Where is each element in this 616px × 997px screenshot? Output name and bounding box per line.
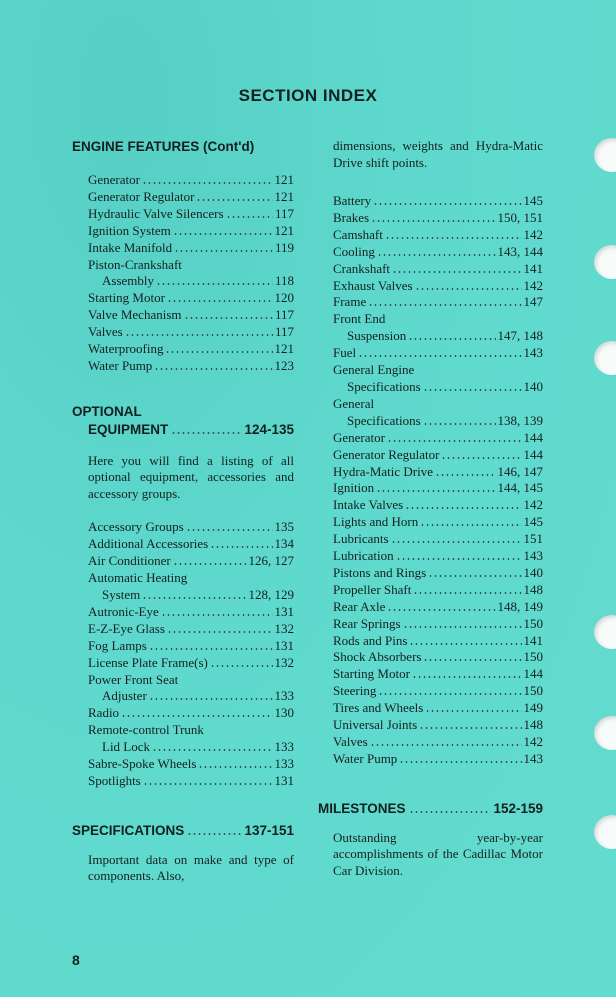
index-entry[interactable] [333, 548, 543, 565]
specifications-pages: 137-151 [244, 822, 294, 838]
index-entry[interactable] [333, 582, 543, 599]
index-entry-page: 135 [274, 519, 294, 535]
index-entry-page: 123 [274, 357, 294, 373]
index-entry-page: 121 [274, 222, 294, 238]
dot-leader [435, 474, 496, 476]
dot-leader [173, 563, 247, 565]
index-entry[interactable] [333, 751, 543, 768]
index-entry[interactable] [333, 328, 543, 345]
index-entry-label-line[interactable] [333, 362, 543, 379]
index-entry[interactable] [333, 734, 543, 751]
index-entry-label: Hydraulic Valve Silencers [88, 205, 224, 221]
index-entry-label-continued: Assembly [102, 273, 154, 289]
index-entry-label-line[interactable] [333, 311, 543, 328]
dot-leader [154, 368, 272, 370]
index-entry-page: 121 [274, 341, 294, 357]
index-entry-label: Tires and Wheels [333, 700, 424, 716]
dot-leader [171, 432, 241, 434]
index-entry[interactable] [333, 700, 543, 717]
index-entry-page: 118 [274, 273, 294, 289]
index-entry-label: Starting Motor [333, 666, 410, 682]
index-entry[interactable] [88, 273, 294, 290]
index-entry-label: Piston-Crankshaft [88, 256, 182, 272]
dot-leader [403, 626, 522, 628]
dot-leader [121, 715, 272, 717]
index-entry-label: Waterproofing [88, 341, 164, 357]
index-entry-label-continued: Specifications [347, 412, 421, 428]
index-entry-page: 132 [274, 620, 294, 636]
index-entry-label: Valves [333, 734, 368, 749]
index-entry[interactable] [333, 616, 543, 633]
optional-equipment-label: EQUIPMENT [88, 421, 169, 437]
index-entry[interactable] [333, 278, 543, 295]
index-entry-label: Generator [333, 429, 385, 445]
index-entry-page: 144 [523, 429, 543, 445]
index-entry-page: 143 [523, 750, 543, 766]
index-entry[interactable] [333, 599, 543, 616]
dot-leader [413, 592, 521, 594]
index-entry-label: Spotlights [88, 772, 141, 788]
index-entry[interactable] [333, 294, 543, 311]
dot-leader [409, 811, 491, 813]
dot-leader [392, 271, 521, 273]
dot-leader [368, 304, 521, 306]
index-entry-page: 144 [523, 446, 543, 462]
dot-leader [196, 199, 272, 201]
index-entry[interactable] [88, 341, 294, 358]
dot-leader [377, 254, 496, 256]
index-entry-page: 142 [523, 226, 543, 242]
index-entry[interactable] [333, 683, 543, 700]
index-entry[interactable] [88, 705, 294, 722]
index-entry-label: Battery [333, 193, 372, 208]
index-entry[interactable] [88, 519, 294, 536]
index-entry[interactable] [88, 223, 294, 240]
dot-leader [167, 300, 273, 302]
dot-leader [391, 541, 522, 543]
index-entry-page: 148 [523, 717, 543, 733]
index-entry[interactable] [333, 379, 543, 396]
dot-leader [396, 558, 522, 560]
index-entry-page: 144 [523, 666, 543, 682]
milestones-entry[interactable] [318, 800, 543, 818]
index-entry[interactable] [88, 773, 294, 790]
index-entry-label: Lubricants [333, 531, 389, 547]
dot-leader [226, 216, 273, 218]
index-entry[interactable] [333, 565, 543, 582]
index-entry-label: Crankshaft [333, 260, 391, 276]
index-entry-label: Water Pump [333, 750, 398, 766]
index-entry[interactable] [333, 244, 543, 261]
dot-leader [152, 749, 272, 751]
index-entry-page: 148 [523, 581, 543, 597]
index-entry-page: 150, 151 [497, 209, 543, 225]
index-entry-page: 121 [274, 172, 294, 187]
dot-leader [399, 761, 521, 763]
binder-hole [594, 245, 616, 279]
index-entry-page: 145 [523, 514, 543, 530]
milestones-description: Outstanding year-by-year accomplishments of the Cadillac Motor Car Division. [333, 829, 543, 878]
dot-leader [387, 440, 522, 442]
index-entry-page: 131 [274, 637, 294, 653]
index-entry-page: 117 [274, 307, 294, 323]
dot-leader [412, 676, 522, 678]
index-entry-label-continued: Suspension [347, 328, 407, 344]
index-entry-label: Generator Regulator [333, 446, 440, 462]
index-entry-page: 142 [523, 497, 543, 513]
dot-leader [165, 351, 272, 353]
index-entry-page: 140 [523, 378, 543, 394]
index-entry-page: 119 [274, 239, 294, 255]
index-entry-page: 121 [274, 188, 294, 204]
dot-leader [149, 698, 273, 700]
dot-leader [423, 423, 496, 425]
index-entry-label: Hydra-Matic Drive [333, 463, 433, 479]
index-entry-label: Remote-control Trunk [88, 722, 204, 738]
dot-leader [423, 389, 522, 391]
index-entry-page: 133 [274, 739, 294, 755]
index-entry-page: 150 [523, 683, 543, 699]
index-entry-label: Camshaft [333, 226, 383, 242]
index-entry[interactable] [88, 621, 294, 638]
specifications-entry[interactable] [72, 822, 294, 840]
optional-equipment-pages: 124-135 [244, 421, 294, 437]
optional-equipment-list [72, 519, 294, 790]
index-entry-label-continued: Specifications [347, 378, 421, 394]
page-title: SECTION INDEX [238, 86, 378, 105]
index-entry[interactable] [333, 497, 543, 514]
index-entry-label-continued: Lid Lock [102, 739, 151, 755]
optional-description: Here you will find a listing of all optional equipment, accessories and accessory groups. [88, 452, 294, 501]
index-entry[interactable] [333, 480, 543, 497]
dot-leader [419, 727, 521, 729]
dot-leader [125, 334, 273, 336]
dot-leader [167, 631, 273, 633]
index-entry[interactable] [88, 638, 294, 655]
dot-leader [409, 643, 521, 645]
index-entry[interactable] [333, 531, 543, 548]
index-entry-page: 117 [274, 324, 294, 340]
index-entry[interactable] [333, 649, 543, 666]
index-entry[interactable] [88, 553, 294, 570]
index-entry-label: Intake Manifold [88, 239, 173, 255]
index-entry-page: 151 [523, 531, 543, 547]
index-entry[interactable] [88, 604, 294, 621]
index-entry[interactable] [333, 464, 543, 481]
index-entry-label: Lubrication [333, 548, 394, 564]
index-entry-label-line[interactable] [333, 396, 543, 413]
index-entry-label: E-Z-Eye Glass [88, 620, 165, 636]
right-column [318, 138, 543, 879]
index-entry-page: 142 [523, 277, 543, 293]
optional-equipment-entry[interactable] [72, 421, 294, 439]
index-entry-label: Ignition [333, 480, 375, 496]
binder-hole [594, 341, 616, 375]
index-entry-label: Shock Absorbers [333, 649, 422, 665]
dot-leader [378, 693, 521, 695]
dot-leader [156, 283, 273, 285]
index-entry-page: 132 [274, 654, 294, 670]
index-entry-label: Cooling [333, 243, 375, 259]
index-entry-label: Brakes [333, 209, 370, 225]
index-entry-page: 144, 145 [497, 480, 543, 496]
index-entry-page: 120 [274, 290, 294, 306]
index-entry-page: 138, 139 [497, 412, 543, 428]
engine-features-heading: ENGINE FEATURES (Cont'd) [72, 139, 255, 154]
index-entry-page: 141 [523, 260, 543, 276]
index-entry-label: Automatic Heating [88, 570, 188, 586]
index-entry-label: General Engine [333, 362, 415, 378]
dot-leader [186, 529, 273, 531]
dot-leader [441, 457, 521, 459]
index-entry-label-line[interactable] [88, 257, 294, 274]
index-entry-label: Propeller Shaft [333, 581, 412, 597]
specifications-list [333, 193, 543, 768]
index-entry-label: Steering [333, 683, 377, 699]
dot-leader [405, 507, 521, 509]
index-entry-label: Rear Axle [333, 598, 386, 614]
index-entry-label: Air Conditioner [88, 553, 171, 569]
index-entry[interactable] [88, 358, 294, 375]
index-entry-label: Fog Lamps [88, 637, 147, 653]
index-entry-label: Pistons and Rings [333, 564, 427, 580]
index-entry-page: 140 [523, 564, 543, 580]
index-entry-label: Radio [88, 705, 120, 721]
index-entry[interactable] [88, 307, 294, 324]
index-entry[interactable] [88, 172, 294, 189]
index-entry-page: 147, 148 [497, 328, 543, 344]
dot-leader [210, 665, 273, 667]
dot-leader [173, 233, 273, 235]
dot-leader [174, 250, 273, 252]
dot-leader [210, 546, 272, 548]
index-entry[interactable] [333, 210, 543, 227]
page-number: 8 [72, 952, 80, 968]
index-entry[interactable] [88, 206, 294, 223]
index-entry-label: License Plate Frame(s) [88, 654, 208, 670]
binder-hole [594, 815, 616, 849]
index-entry-label: Ignition System [88, 222, 171, 238]
index-entry[interactable] [333, 633, 543, 650]
index-entry[interactable] [88, 189, 294, 206]
index-entry-page: 143 [523, 345, 543, 361]
index-entry-page: 141 [523, 632, 543, 648]
index-entry-page: 143, 144 [497, 243, 543, 259]
index-entry[interactable] [333, 193, 543, 210]
index-entry-label: Rear Springs [333, 615, 401, 631]
dot-leader [415, 288, 522, 290]
index-entry[interactable] [333, 413, 543, 430]
optional-heading: OPTIONAL [72, 403, 142, 419]
dot-leader [142, 597, 246, 599]
index-entry-page: 134 [274, 536, 294, 552]
index-entry-label: Starting Motor [88, 290, 165, 306]
dot-leader [184, 317, 273, 319]
index-entry[interactable] [88, 655, 294, 672]
specifications-label: SPECIFICATIONS [72, 822, 185, 838]
binder-hole [594, 138, 616, 172]
index-entry-page: 149 [523, 700, 543, 716]
dot-leader [408, 338, 495, 340]
index-entry-label: Intake Valves [333, 497, 404, 513]
index-entry-page: 148, 149 [497, 598, 543, 614]
dot-leader [143, 783, 273, 785]
index-entry-label-continued: System [102, 587, 141, 602]
milestones-label: MILESTONES [318, 800, 406, 816]
index-entry[interactable] [333, 345, 543, 362]
index-entry[interactable] [88, 324, 294, 341]
index-entry-page: 142 [523, 734, 543, 749]
index-entry-label: Valve Mechanism [88, 307, 182, 323]
dot-leader [428, 575, 521, 577]
dot-leader [385, 237, 522, 239]
index-entry-label: Universal Joints [333, 717, 418, 733]
dot-leader [198, 766, 272, 768]
index-entry-label: Sabre-Spoke Wheels [88, 756, 197, 772]
index-entry-label: Additional Accessories [88, 536, 209, 552]
index-entry-label-line[interactable] [88, 672, 294, 689]
index-entry[interactable] [333, 717, 543, 734]
index-entry[interactable] [88, 739, 294, 756]
index-entry-label-line[interactable] [88, 570, 294, 587]
index-entry-page: 146, 147 [497, 463, 543, 479]
index-entry[interactable] [88, 756, 294, 773]
dot-leader [161, 614, 273, 616]
index-entry[interactable] [88, 536, 294, 553]
specifications-description: Important data on make and type of components. Also, [88, 851, 294, 884]
dot-leader [142, 182, 273, 184]
index-entry-page: 133 [274, 688, 294, 704]
index-entry[interactable] [88, 587, 294, 604]
index-entry-label: Generator Regulator [88, 188, 195, 204]
dot-leader [149, 648, 273, 650]
index-entry[interactable] [333, 430, 543, 447]
dot-leader [425, 710, 521, 712]
dot-leader [187, 833, 241, 835]
index-entry-page: 150 [523, 649, 543, 665]
index-entry-page: 145 [523, 193, 543, 208]
index-entry-page: 133 [274, 756, 294, 772]
index-entry-label: Fuel [333, 345, 357, 361]
index-entry-label-continued: Adjuster [102, 688, 147, 704]
index-entry-label: Water Pump [88, 357, 153, 373]
index-entry-label: Accessory Groups [88, 519, 184, 535]
binder-hole [594, 615, 616, 649]
index-entry-label: General [333, 395, 375, 411]
dot-leader [371, 220, 495, 222]
index-entry[interactable] [333, 227, 543, 244]
index-entry-page: 143 [523, 548, 543, 564]
index-entry-label: Lights and Horn [333, 514, 419, 530]
index-entry-page: 126, 127 [248, 553, 294, 569]
milestones-pages: 152-159 [493, 800, 543, 816]
left-column [72, 138, 294, 885]
index-entry-page: 130 [274, 705, 294, 721]
index-entry-page: 131 [274, 603, 294, 619]
engine-features-list [72, 172, 294, 375]
dot-leader [373, 203, 521, 205]
index-entry-label: Front End [333, 311, 386, 327]
index-entry[interactable] [333, 447, 543, 464]
index-entry-label: Valves [88, 324, 123, 340]
index-entry[interactable] [88, 688, 294, 705]
index-entry-label: Rods and Pins [333, 632, 408, 648]
binder-hole [594, 716, 616, 750]
index-entry-page: 131 [274, 772, 294, 788]
index-entry[interactable] [88, 240, 294, 257]
index-entry-page: 150 [523, 615, 543, 631]
index-entry-label: Autronic-Eye [88, 603, 159, 619]
index-entry-label: Generator [88, 172, 140, 187]
index-entry[interactable] [88, 290, 294, 307]
specifications-description-continued: dimensions, weights and Hydra-Matic Drive shift points. [333, 138, 543, 170]
index-entry-page: 117 [274, 205, 294, 221]
dot-leader [358, 355, 521, 357]
dot-leader [370, 744, 522, 746]
index-entry[interactable] [333, 261, 543, 278]
index-entry-page: 147 [523, 294, 543, 310]
index-entry-label-line[interactable] [88, 722, 294, 739]
index-entry-label: Power Front Seat [88, 671, 179, 687]
dot-leader [387, 609, 495, 611]
dot-leader [376, 490, 495, 492]
dot-leader [420, 524, 521, 526]
dot-leader [423, 659, 521, 661]
index-entry[interactable] [333, 666, 543, 683]
index-entry-label: Exhaust Valves [333, 277, 413, 293]
index-entry-label: Frame [333, 294, 367, 310]
index-entry[interactable] [333, 514, 543, 531]
index-entry-page: 128, 129 [248, 587, 294, 602]
